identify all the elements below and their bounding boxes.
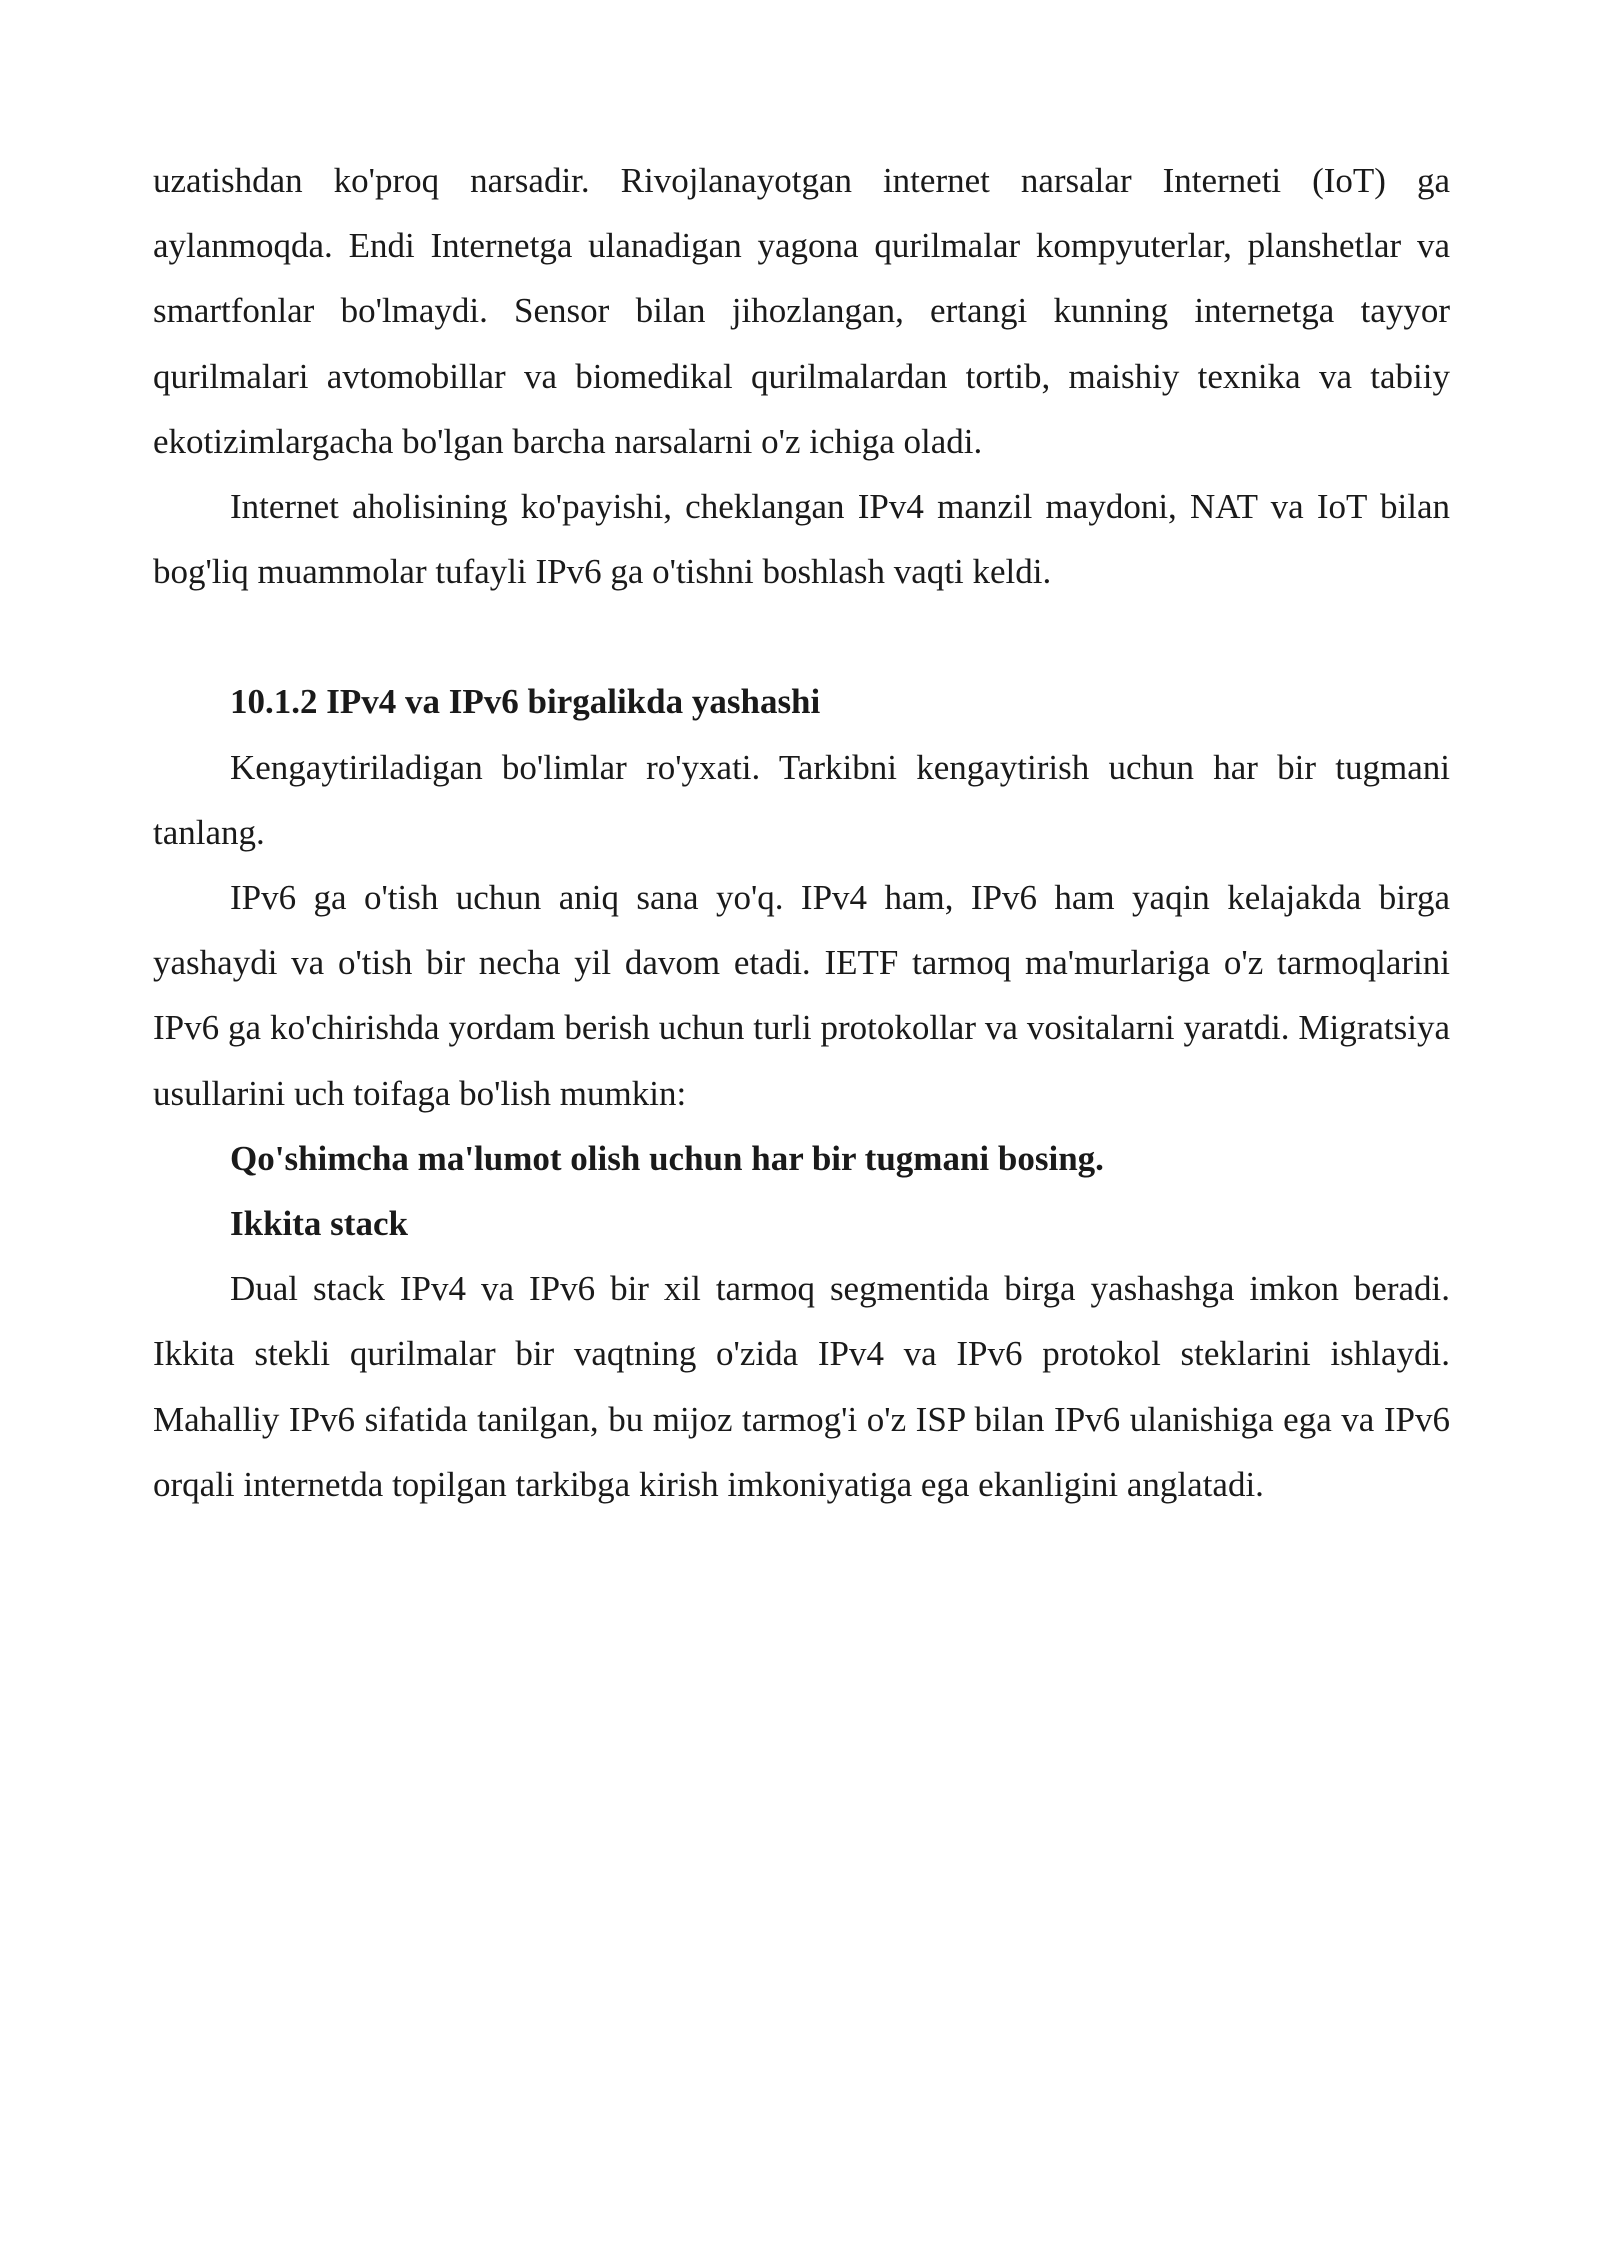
- paragraph-dual-stack: Dual stack IPv4 va IPv6 bir xil tarmoq segmentida birga yashashga imkon beradi. Ikkita stekli qurilmalar bir vaqtning o'zida IPv4 va IPv6 protokol steklarini ishlaydi. Mahalliy IPv6 sifatida tanilgan, bu mijoz tarmog'i o'z ISP bilan IPv6 ulanishiga ega va IPv6 orqali internetda topilgan tarkibga kirish imkoniyatiga ega ekanligini anglatadi.: [153, 1269, 1450, 1504]
- paragraph-expandable-sections: Kengaytiriladigan bo'limlar ro'yxati. Tarkibni kengaytirish uchun har bir tugmani tanlang.: [153, 747, 1450, 852]
- section-spacer: [153, 604, 1450, 669]
- subheading-dual-stack: Ikkita stack: [230, 1204, 408, 1244]
- document-page: [153, 148, 1450, 1517]
- section-heading: 10.1.2 IPv4 va IPv6 birgalikda yashashi: [230, 682, 821, 722]
- paragraph-migration-overview: IPv6 ga o'tish uchun aniq sana yo'q. IPv4 ham, IPv6 ham yaqin kelajakda birga yashaydi va o'tish bir necha yil davom etadi. IETF tarmoq ma'murlariga o'z tarmoqlarini IPv6 ga ko'chirishda yordam berish uchun turli protokollar va vositalarni yaratdi. Migratsiya usullarini uch toifaga bo'lish mumkin:: [153, 878, 1450, 1113]
- bold-instruction: Qo'shimcha ma'lumot olish uchun har bir tugmani bosing.: [230, 1138, 1104, 1178]
- paragraph-iot-intro: uzatishdan ko'proq narsadir. Rivojlanayotgan internet narsalar Interneti (IoT) ga aylanmoqda. Endi Internetga ulanadigan yagona qurilmalar kompyuterlar, planshetlar va smartfonlar bo'lmaydi. Sensor bilan jihozlangan, ertangi kunning internetga tayyor qurilmalari avtomobillar va biomedikal qurilmalardan tortib, maishiy texnika va tabiiy ekotizimlargacha bo'lgan barcha narsalarni o'z ichiga oladi.: [153, 161, 1450, 461]
- paragraph-ipv6-transition-reason: Internet aholisining ko'payishi, cheklangan IPv4 manzil maydoni, NAT va IoT bilan bog'liq muammolar tufayli IPv6 ga o'tishni boshlash vaqti keldi.: [153, 487, 1450, 592]
